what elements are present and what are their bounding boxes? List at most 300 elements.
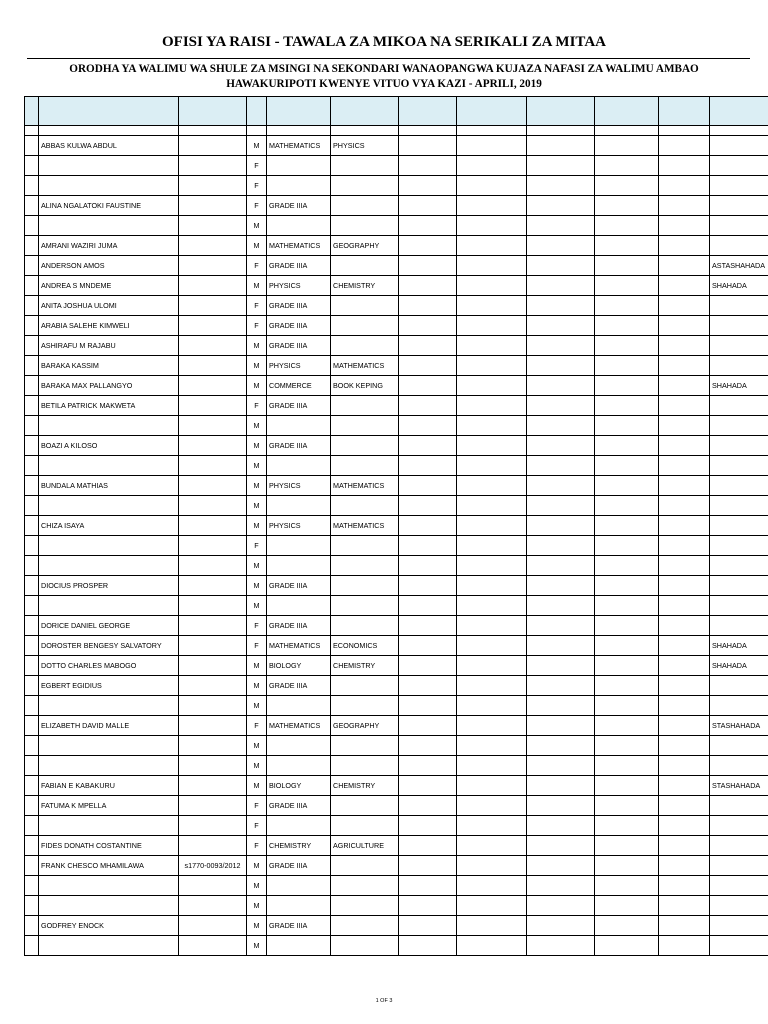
teacher-name-cell (39, 736, 179, 756)
empty-cell (527, 576, 595, 596)
registration-number-cell (179, 376, 247, 396)
qualification-cell (710, 836, 768, 856)
empty-cell (25, 376, 39, 396)
empty-cell (659, 656, 710, 676)
teacher-name-cell (39, 176, 179, 196)
subject-1-cell (267, 736, 331, 756)
empty-cell (457, 516, 527, 536)
subject-2-cell (331, 316, 399, 336)
registration-number-cell (179, 636, 247, 656)
qualification-cell (710, 176, 768, 196)
qualification-cell (710, 316, 768, 336)
empty-cell (457, 276, 527, 296)
empty-cell (399, 776, 457, 796)
empty-cell (595, 596, 659, 616)
teacher-name-cell (39, 156, 179, 176)
qualification-cell: SHAHADA (710, 656, 768, 676)
empty-cell (457, 316, 527, 336)
empty-cell (659, 736, 710, 756)
sex-cell: F (247, 536, 267, 556)
subject-1-cell: GRADE IIIA (267, 256, 331, 276)
registration-number-cell (179, 736, 247, 756)
sex-cell: M (247, 596, 267, 616)
empty-cell (399, 516, 457, 536)
empty-cell (457, 656, 527, 676)
empty-cell (399, 716, 457, 736)
teacher-name-cell: ABBAS KULWA ABDUL (39, 136, 179, 156)
empty-cell (457, 716, 527, 736)
empty-cell (457, 456, 527, 476)
subject-1-cell: GRADE IIIA (267, 916, 331, 936)
subject-2-cell (331, 436, 399, 456)
empty-cell (527, 616, 595, 636)
empty-cell (457, 836, 527, 856)
subject-2-cell (331, 556, 399, 576)
registration-number-cell (179, 676, 247, 696)
sex-cell: M (247, 656, 267, 676)
sex-cell: M (247, 136, 267, 156)
empty-cell (25, 236, 39, 256)
empty-cell (399, 356, 457, 376)
sex-cell: M (247, 936, 267, 956)
table-row (25, 856, 768, 876)
qualification-cell (710, 896, 768, 916)
empty-cell (595, 176, 659, 196)
subject-2-cell (331, 396, 399, 416)
empty-cell (457, 776, 527, 796)
registration-number-cell (179, 476, 247, 496)
empty-cell (595, 136, 659, 156)
sex-cell: M (247, 236, 267, 256)
sex-cell: F (247, 636, 267, 656)
empty-cell (595, 296, 659, 316)
qualification-cell (710, 156, 768, 176)
empty-cell (399, 596, 457, 616)
sex-cell: F (247, 836, 267, 856)
empty-cell (399, 836, 457, 856)
empty-cell (399, 456, 457, 476)
subject-2-cell (331, 756, 399, 776)
empty-cell (595, 556, 659, 576)
registration-number-cell (179, 916, 247, 936)
header-cell (527, 97, 595, 126)
empty-cell (457, 636, 527, 656)
empty-cell (399, 816, 457, 836)
teacher-name-cell: ARABIA SALEHE KIMWELI (39, 316, 179, 336)
empty-cell (659, 916, 710, 936)
empty-cell (457, 596, 527, 616)
teacher-name-cell: ANDREA S MNDEME (39, 276, 179, 296)
teacher-name-cell (39, 896, 179, 916)
subject-2-cell: PHYSICS (331, 136, 399, 156)
table-row (25, 876, 768, 896)
teacher-name-cell (39, 936, 179, 956)
sex-cell: M (247, 476, 267, 496)
empty-cell (595, 436, 659, 456)
teacher-name-cell: BARAKA MAX PALLANGYO (39, 376, 179, 396)
empty-cell (527, 516, 595, 536)
table-row (25, 916, 768, 936)
table-row (25, 596, 768, 616)
sex-cell: M (247, 556, 267, 576)
registration-number-cell (179, 796, 247, 816)
empty-cell (527, 776, 595, 796)
teacher-name-cell (39, 876, 179, 896)
sex-cell: M (247, 436, 267, 456)
sex-cell: M (247, 376, 267, 396)
subject-2-cell (331, 856, 399, 876)
empty-cell (527, 756, 595, 776)
subject-1-cell: COMMERCE (267, 376, 331, 396)
empty-cell (25, 896, 39, 916)
empty-cell (595, 456, 659, 476)
empty-cell (595, 216, 659, 236)
teacher-name-cell (39, 556, 179, 576)
subject-2-cell: CHEMISTRY (331, 776, 399, 796)
qualification-cell (710, 816, 768, 836)
header-cell (39, 97, 179, 126)
empty-cell (399, 176, 457, 196)
subject-1-cell: MATHEMATICS (267, 716, 331, 736)
empty-cell (457, 936, 527, 956)
table-row (25, 636, 768, 656)
empty-cell (399, 656, 457, 676)
subject-2-cell: CHEMISTRY (331, 276, 399, 296)
qualification-cell (710, 876, 768, 896)
registration-number-cell: s1770-0093/2012 (179, 856, 247, 876)
empty-cell (595, 856, 659, 876)
qualification-cell: ASTASHAHADA (710, 256, 768, 276)
empty-cell (527, 916, 595, 936)
empty-cell (399, 636, 457, 656)
table-row (25, 616, 768, 636)
empty-cell (659, 476, 710, 496)
registration-number-cell (179, 696, 247, 716)
empty-cell (25, 676, 39, 696)
teacher-name-cell (39, 816, 179, 836)
empty-cell (527, 696, 595, 716)
empty-cell (399, 676, 457, 696)
empty-cell (659, 596, 710, 616)
subject-1-cell: GRADE IIIA (267, 676, 331, 696)
empty-cell (659, 196, 710, 216)
empty-cell (659, 496, 710, 516)
subject-2-cell: MATHEMATICS (331, 356, 399, 376)
empty-cell (527, 876, 595, 896)
empty-cell (457, 416, 527, 436)
registration-number-cell (179, 896, 247, 916)
empty-cell (399, 736, 457, 756)
empty-cell (659, 536, 710, 556)
table-row (25, 936, 768, 956)
empty-cell (25, 556, 39, 576)
sex-cell: M (247, 756, 267, 776)
empty-cell (25, 336, 39, 356)
empty-cell (659, 156, 710, 176)
sex-cell: F (247, 716, 267, 736)
sex-cell: M (247, 516, 267, 536)
empty-cell (25, 436, 39, 456)
empty-cell (457, 796, 527, 816)
qualification-cell (710, 536, 768, 556)
qualification-cell (710, 556, 768, 576)
subject-1-cell: CHEMISTRY (267, 836, 331, 856)
subject-2-cell (331, 676, 399, 696)
empty-cell (527, 736, 595, 756)
empty-cell (399, 196, 457, 216)
qualification-cell (710, 756, 768, 776)
empty-cell (457, 236, 527, 256)
sex-cell: M (247, 276, 267, 296)
empty-cell (659, 716, 710, 736)
subject-2-cell: AGRICULTURE (331, 836, 399, 856)
empty-cell (25, 636, 39, 656)
subject-1-cell (267, 936, 331, 956)
header-cell (659, 97, 710, 126)
subject-1-cell: GRADE IIIA (267, 796, 331, 816)
subject-2-cell (331, 216, 399, 236)
empty-cell (399, 296, 457, 316)
sex-cell: F (247, 816, 267, 836)
table-row (25, 496, 768, 516)
subject-2-cell (331, 896, 399, 916)
empty-cell (659, 576, 710, 596)
registration-number-cell (179, 176, 247, 196)
empty-cell (527, 256, 595, 276)
empty-cell (595, 656, 659, 676)
empty-cell (25, 796, 39, 816)
empty-cell (457, 496, 527, 516)
empty-cell (595, 476, 659, 496)
qualification-cell (710, 576, 768, 596)
table-row (25, 776, 768, 796)
empty-cell (659, 356, 710, 376)
header-cell (457, 97, 527, 126)
subject-2-cell (331, 296, 399, 316)
empty-cell (659, 816, 710, 836)
empty-cell (25, 616, 39, 636)
qualification-cell (710, 196, 768, 216)
empty-cell (457, 476, 527, 496)
table-row (25, 476, 768, 496)
empty-cell (595, 796, 659, 816)
registration-number-cell (179, 236, 247, 256)
empty-cell (527, 336, 595, 356)
teacher-name-cell: FATUMA K MPELLA (39, 796, 179, 816)
empty-cell (595, 156, 659, 176)
empty-cell (527, 276, 595, 296)
subject-1-cell: GRADE IIIA (267, 316, 331, 336)
empty-cell (595, 736, 659, 756)
subject-2-cell (331, 156, 399, 176)
empty-cell (659, 856, 710, 876)
teacher-name-cell: ALINA NGALATOKI FAUSTINE (39, 196, 179, 216)
registration-number-cell (179, 456, 247, 476)
empty-cell (527, 476, 595, 496)
empty-cell (457, 736, 527, 756)
empty-cell (527, 496, 595, 516)
qualification-cell (710, 396, 768, 416)
registration-number-cell (179, 716, 247, 736)
empty-cell (399, 236, 457, 256)
sex-cell: F (247, 296, 267, 316)
subject-1-cell (267, 156, 331, 176)
subject-1-cell (267, 556, 331, 576)
registration-number-cell (179, 196, 247, 216)
qualification-cell (710, 516, 768, 536)
empty-cell (659, 936, 710, 956)
empty-cell (457, 436, 527, 456)
subject-2-cell (331, 496, 399, 516)
table-row (25, 336, 768, 356)
empty-cell (457, 256, 527, 276)
subject-1-cell (267, 416, 331, 436)
qualification-cell (710, 796, 768, 816)
table-row (25, 276, 768, 296)
empty-cell (399, 396, 457, 416)
empty-cell (527, 456, 595, 476)
empty-cell (457, 696, 527, 716)
empty-cell (595, 696, 659, 716)
sex-cell: M (247, 696, 267, 716)
empty-cell (457, 556, 527, 576)
registration-number-cell (179, 876, 247, 896)
empty-cell (659, 456, 710, 476)
table-row (25, 796, 768, 816)
registration-number-cell (179, 816, 247, 836)
qualification-cell: SHAHADA (710, 276, 768, 296)
table-body (25, 97, 768, 956)
empty-cell (399, 556, 457, 576)
subject-2-cell (331, 176, 399, 196)
empty-cell (457, 356, 527, 376)
sex-cell: M (247, 456, 267, 476)
empty-cell (25, 516, 39, 536)
empty-cell (399, 156, 457, 176)
registration-number-cell (179, 836, 247, 856)
empty-cell (527, 156, 595, 176)
empty-cell (457, 396, 527, 416)
empty-cell (457, 616, 527, 636)
subject-1-cell: PHYSICS (267, 476, 331, 496)
table-row (25, 396, 768, 416)
subject-2-cell (331, 796, 399, 816)
table-row (25, 456, 768, 476)
empty-cell (659, 876, 710, 896)
registration-number-cell (179, 416, 247, 436)
empty-cell (399, 316, 457, 336)
qualification-cell: STASHAHADA (710, 716, 768, 736)
teacher-name-cell: BUNDALA MATHIAS (39, 476, 179, 496)
subject-2-cell (331, 736, 399, 756)
teacher-name-cell: BETILA PATRICK MAKWETA (39, 396, 179, 416)
header-cell (179, 97, 247, 126)
empty-cell (527, 636, 595, 656)
teacher-name-cell: CHIZA ISAYA (39, 516, 179, 536)
sex-cell: M (247, 896, 267, 916)
empty-cell (399, 696, 457, 716)
empty-cell (595, 516, 659, 536)
subject-1-cell: GRADE IIIA (267, 336, 331, 356)
registration-number-cell (179, 216, 247, 236)
empty-cell (457, 176, 527, 196)
sex-cell: M (247, 676, 267, 696)
empty-cell (25, 836, 39, 856)
empty-cell (659, 396, 710, 416)
header-cell (595, 97, 659, 126)
teacher-name-cell (39, 536, 179, 556)
sex-cell: F (247, 156, 267, 176)
empty-cell (595, 196, 659, 216)
empty-cell (457, 876, 527, 896)
header-cell (399, 97, 457, 126)
empty-cell (527, 716, 595, 736)
empty-cell (399, 856, 457, 876)
subject-1-cell: PHYSICS (267, 276, 331, 296)
empty-cell (399, 256, 457, 276)
empty-cell (399, 916, 457, 936)
subject-2-cell (331, 576, 399, 596)
empty-cell (595, 376, 659, 396)
teacher-name-cell: FRANK CHESCO MHAMILAWA (39, 856, 179, 876)
table-row (25, 216, 768, 236)
subject-1-cell: GRADE IIIA (267, 296, 331, 316)
empty-cell (595, 896, 659, 916)
empty-cell (595, 536, 659, 556)
registration-number-cell (179, 936, 247, 956)
sex-cell: F (247, 396, 267, 416)
subject-2-cell: BOOK KEPING (331, 376, 399, 396)
qualification-cell (710, 616, 768, 636)
empty-cell (399, 436, 457, 456)
header-cell (247, 97, 267, 126)
teacher-name-cell: FIDES DONATH COSTANTINE (39, 836, 179, 856)
subject-1-cell: GRADE IIIA (267, 856, 331, 876)
table-row (25, 436, 768, 456)
subject-1-cell: MATHEMATICS (267, 136, 331, 156)
document-subtitle (20, 62, 748, 92)
teacher-name-cell (39, 696, 179, 716)
teacher-name-cell (39, 756, 179, 776)
subject-1-cell (267, 456, 331, 476)
empty-cell (527, 856, 595, 876)
registration-number-cell (179, 316, 247, 336)
empty-cell (457, 336, 527, 356)
empty-cell (399, 276, 457, 296)
empty-cell (595, 496, 659, 516)
empty-cell (25, 156, 39, 176)
empty-cell (659, 896, 710, 916)
qualification-cell (710, 236, 768, 256)
empty-cell (659, 636, 710, 656)
registration-number-cell (179, 556, 247, 576)
teacher-name-cell: AMRANI WAZIRI JUMA (39, 236, 179, 256)
table-row (25, 676, 768, 696)
subject-1-cell: GRADE IIIA (267, 196, 331, 216)
subject-1-cell: PHYSICS (267, 356, 331, 376)
empty-cell (399, 936, 457, 956)
empty-cell (595, 676, 659, 696)
teacher-name-cell: ANDERSON AMOS (39, 256, 179, 276)
registration-number-cell (179, 156, 247, 176)
empty-cell (25, 456, 39, 476)
empty-cell (457, 856, 527, 876)
empty-cell (659, 756, 710, 776)
empty-cell (25, 476, 39, 496)
empty-cell (25, 356, 39, 376)
empty-cell (659, 176, 710, 196)
empty-cell (399, 476, 457, 496)
